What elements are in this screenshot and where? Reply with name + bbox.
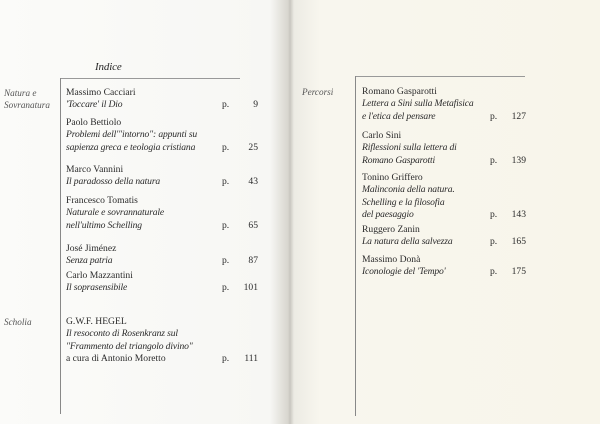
page-prefix: p. [222, 255, 230, 267]
entry-title: sapienza greca e teologia cristiana [66, 141, 196, 153]
entry-title: La natura della salvezza [362, 236, 453, 248]
page-prefix: p. [490, 208, 498, 220]
page-number: 87 [248, 255, 258, 267]
entry-author: Massimo Donà [362, 254, 421, 265]
page-prefix: p. [222, 99, 230, 111]
divider [355, 76, 356, 416]
entry-editor: a cura di Antonio Moretto [66, 352, 166, 364]
page-prefix: p. [490, 154, 498, 166]
entry-title: Malinconia della natura. [362, 184, 455, 196]
entry-title: Problemi dell'"intorno": appunti su [66, 129, 198, 141]
page-number: 139 [511, 154, 526, 166]
entry-title: Il paradosso della natura [66, 176, 161, 188]
entry-author: G.W.F. HEGEL [66, 316, 127, 327]
page-number: 175 [511, 266, 526, 278]
entry-title: del paesaggio [362, 208, 414, 220]
page-prefix: p. [222, 219, 230, 231]
entry-title: Romano Gasparotti [362, 154, 436, 166]
entry-title: "Frammento del triangolo divino" [66, 340, 193, 352]
divider [355, 76, 525, 77]
page-number: 65 [248, 219, 258, 231]
section-label: Scholia [4, 317, 32, 327]
entry-author: Massimo Cacciari [66, 87, 136, 98]
page-prefix: p. [490, 110, 498, 122]
entry-author: Marco Vannini [66, 164, 124, 175]
page-number: 25 [248, 141, 258, 153]
entry-title: Lettera a Sini sulla Metafisica [362, 98, 474, 110]
page-prefix: p. [222, 352, 230, 364]
index-title: Indice [95, 61, 122, 73]
divider [60, 78, 240, 79]
page-prefix: p. [222, 176, 230, 188]
entry-author: Francesco Tomatis [66, 195, 138, 206]
entry-title: Senza patria [66, 255, 113, 267]
entry-title: Riflessioni sulla lettera di [362, 142, 457, 154]
entry-author: Carlo Sini [362, 130, 402, 141]
page-prefix: p. [222, 141, 230, 153]
entry-title: Il soprasensibile [66, 282, 128, 294]
page-number: 111 [244, 352, 258, 364]
entry-author: José Jiménez [66, 243, 117, 254]
entry-author: Romano Gasparotti [362, 86, 437, 97]
divider [60, 78, 61, 414]
entry-title: Schelling e la filosofia [362, 196, 445, 208]
entry-title: e l'etica del pensare [362, 110, 436, 122]
entry-author: Carlo Mazzantini [66, 270, 133, 281]
entry-title: Il resoconto di Rosenkranz sul [66, 328, 178, 340]
section-label: Natura e [4, 88, 37, 98]
page-prefix: p. [490, 236, 498, 248]
entry-title: Naturale e sovrannaturale [66, 207, 165, 219]
page-number: 101 [243, 282, 258, 294]
entry-title: 'Toccare' il Dio [66, 99, 123, 111]
entry-author: Paolo Bettiolo [66, 117, 122, 128]
entry-author: Ruggero Zanin [362, 224, 420, 235]
entry-author: Tonino Griffero [362, 172, 423, 183]
page-number: 143 [511, 208, 526, 220]
entry-title: nell'ultimo Schelling [66, 219, 142, 231]
section-label: Percorsi [302, 87, 334, 97]
page-number: 9 [253, 99, 258, 111]
entry-title: Iconologie del 'Tempo' [362, 266, 446, 278]
page-prefix: p. [222, 282, 230, 294]
page-number: 127 [511, 110, 526, 122]
page-number: 43 [248, 176, 258, 188]
page-prefix: p. [490, 266, 498, 278]
page-number: 165 [511, 236, 526, 248]
section-label: Sovranatura [4, 100, 50, 110]
